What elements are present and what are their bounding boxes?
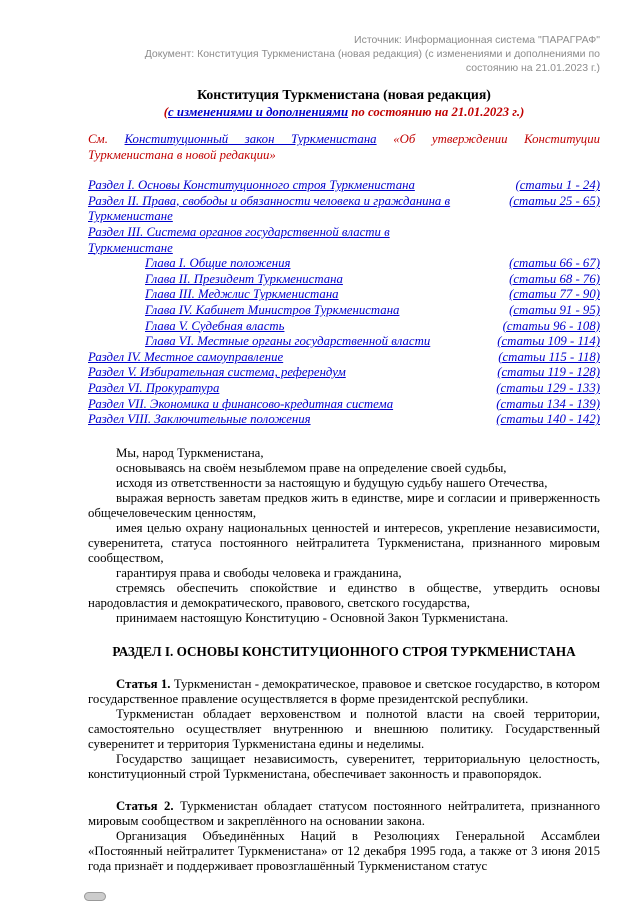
toc-link-chapter-2[interactable]: Глава II. Президент Туркменистана xyxy=(145,271,343,286)
toc-row-section-6 xyxy=(88,381,600,397)
toc-link-section-6[interactable]: Раздел VI. Прокуратура xyxy=(88,381,220,396)
toc-articles-ref-section-2[interactable]: (статьи 25 - 65) xyxy=(509,193,600,208)
toc-link-chapter-1[interactable]: Глава I. Общие положения xyxy=(145,256,291,271)
article-2-paragraph-2: Организация Объединённых Наций в Резолюциях Генеральной Ассамблеи «Постоянный нейтралитет Туркменистана» от 12 декабря 1995 года, а также от 3 июня 2015 года признаёт и поддерживает провозглашённый Туркменистаном статус xyxy=(88,829,600,873)
article-2-paragraph-1 xyxy=(88,799,600,829)
toc-link-section-8[interactable]: Раздел VIII. Заключительные положения xyxy=(88,412,311,427)
preamble-paragraph-4: выражая верность заветам предков жить в единстве, мире и согласии и приверженность общечеловеческим ценностям, xyxy=(88,490,600,520)
constitutional-law-link[interactable]: Конституционный закон Туркменистана xyxy=(124,132,377,147)
toc-row-chapter-3 xyxy=(88,287,600,303)
toc-row-chapter-1 xyxy=(88,256,600,272)
toc-articles-ref-chapter-6[interactable]: (статьи 109 - 114) xyxy=(497,334,600,349)
toc-row-chapter-2 xyxy=(88,272,600,288)
preamble-paragraph-2: основываясь на своём незыблемом праве на определение своей судьбы, xyxy=(116,460,507,475)
toc-row-section-5 xyxy=(88,365,600,381)
section-1-heading: РАЗДЕЛ I. ОСНОВЫ КОНСТИТУЦИОННОГО СТРОЯ ТУРКМЕНИСТАНА xyxy=(112,644,576,660)
toc-articles-ref-chapter-4[interactable]: (статьи 91 - 95) xyxy=(509,302,600,317)
see-also-note xyxy=(88,132,600,163)
subtitle-date-text: по состоянию на 21.01.2023 г.) xyxy=(348,105,525,120)
preamble-paragraph-6: гарантируя права и свободы человека и гражданина, xyxy=(116,565,402,580)
horizontal-scrollbar-thumb[interactable] xyxy=(84,892,106,901)
toc-row-chapter-6 xyxy=(88,334,600,350)
see-prefix: См. xyxy=(88,132,125,147)
toc-articles-ref-section-4[interactable]: (статьи 115 - 118) xyxy=(498,349,600,364)
preamble-paragraph-8: принимаем настоящую Конституцию - Основной Закон Туркменистана. xyxy=(116,610,509,625)
toc-articles-ref-chapter-1[interactable]: (статьи 66 - 67) xyxy=(509,256,600,271)
toc-row-section-3 xyxy=(88,225,600,256)
toc-articles-ref-chapter-3[interactable]: (статьи 77 - 90) xyxy=(509,287,600,302)
toc-articles-ref-chapter-5[interactable]: (статьи 96 - 108) xyxy=(502,318,600,333)
toc-articles-ref-section-7[interactable]: (статьи 134 - 139) xyxy=(496,396,600,411)
toc-articles-ref-section-6[interactable]: (статьи 129 - 133) xyxy=(496,381,600,396)
table-of-contents xyxy=(88,178,600,428)
toc-row-section-8 xyxy=(88,412,600,428)
document-header xyxy=(88,33,600,76)
article-2 xyxy=(88,799,600,874)
toc-link-chapter-6[interactable]: Глава VI. Местные органы государственной власти xyxy=(145,334,431,349)
article-1-paragraph-3: Государство защищает независимость, суверенитет, территориальную целостность, конституционный строй Туркменистана, обеспечивает законность и правопорядок. xyxy=(88,752,600,782)
amendments-link[interactable]: с изменениями и дополнениями xyxy=(167,105,349,120)
toc-articles-ref-chapter-2[interactable]: (статьи 68 - 76) xyxy=(509,271,600,286)
toc-link-chapter-4[interactable]: Глава IV. Кабинет Министров Туркменистана xyxy=(145,302,400,317)
toc-row-section-7 xyxy=(88,397,600,413)
subtitle-open-paren: ( xyxy=(163,105,168,120)
toc-row-section-2 xyxy=(88,194,600,225)
document-title: Конституция Туркменистана (новая редакция) xyxy=(197,86,491,102)
toc-articles-ref-section-5[interactable]: (статьи 119 - 128) xyxy=(497,365,600,380)
see-rest: «Об утверждении Конституции Туркменистана в новой редакции» xyxy=(88,132,600,162)
article-1-intro-text: Туркменистан - демократическое, правовое и светское государство, в котором государственное правление осуществляется в форме президентской республики. xyxy=(88,677,600,707)
document-subtitle xyxy=(88,105,600,120)
toc-row-chapter-4 xyxy=(88,303,600,319)
toc-link-section-5[interactable]: Раздел V. Избирательная система, референдум xyxy=(88,365,346,380)
source-line: Источник: Информационная система "ПАРАГРАФ" xyxy=(354,34,600,46)
article-2-intro-text: Туркменистан обладает статусом постоянного нейтралитета, признанного мировым сообществом и закреплённого на основании закона. xyxy=(88,799,600,829)
article-1-paragraph-2: Туркменистан обладает верховенством и полнотой власти на своей территории, самостоятельно осуществляет внутреннюю и внешнюю политику. Государственный суверенитет и территория Туркменистана едины и неделимы. xyxy=(88,707,600,752)
toc-link-chapter-3[interactable]: Глава III. Меджлис Туркменистана xyxy=(145,287,339,302)
preamble-paragraph-1: Мы, народ Туркменистана, xyxy=(116,445,264,460)
preamble-paragraph-7: стремясь обеспечить спокойствие и единство в обществе, утвердить основы народовластия и демократического, правового, светского государства, xyxy=(88,580,600,610)
article-1 xyxy=(88,677,600,782)
toc-link-section-1[interactable]: Раздел I. Основы Конституционного строя Туркменистана xyxy=(88,178,415,193)
toc-row-section-4 xyxy=(88,350,600,366)
preamble-paragraph-3: исходя из ответственности за настоящую и будущую судьбу нашего Отечества, xyxy=(116,475,548,490)
article-1-paragraph-1 xyxy=(88,677,600,707)
toc-link-chapter-5[interactable]: Глава V. Судебная власть xyxy=(145,318,285,333)
toc-link-section-3[interactable]: Раздел III. Система органов государственной власти в Туркменистане xyxy=(88,224,390,255)
preamble xyxy=(88,446,600,626)
toc-articles-ref-section-1[interactable]: (статьи 1 - 24) xyxy=(515,178,600,193)
article-2-label: Статья 2. xyxy=(116,799,174,814)
toc-link-section-4[interactable]: Раздел IV. Местное самоуправление xyxy=(88,349,284,364)
toc-link-section-2[interactable]: Раздел II. Права, свободы и обязанности человека и гражданина в Туркменистане xyxy=(88,193,451,224)
article-1-label: Статья 1. xyxy=(116,677,171,692)
toc-articles-ref-section-8[interactable]: (статьи 140 - 142) xyxy=(496,412,600,427)
toc-row-chapter-5 xyxy=(88,319,600,335)
toc-link-section-7[interactable]: Раздел VII. Экономика и финансово-кредитная система xyxy=(88,396,394,411)
toc-row-section-1 xyxy=(88,178,600,194)
document-line: Документ: Конституция Туркменистана (новая редакция) (с изменениями и дополнениями по состоянию на 21.01.2023 г.) xyxy=(144,48,600,75)
preamble-paragraph-5: имея целью охрану национальных ценностей и интересов, укрепление независимости, суверенитета, статуса постоянного нейтралитета Туркменистана, признанного мировым сообществом, xyxy=(88,520,600,565)
